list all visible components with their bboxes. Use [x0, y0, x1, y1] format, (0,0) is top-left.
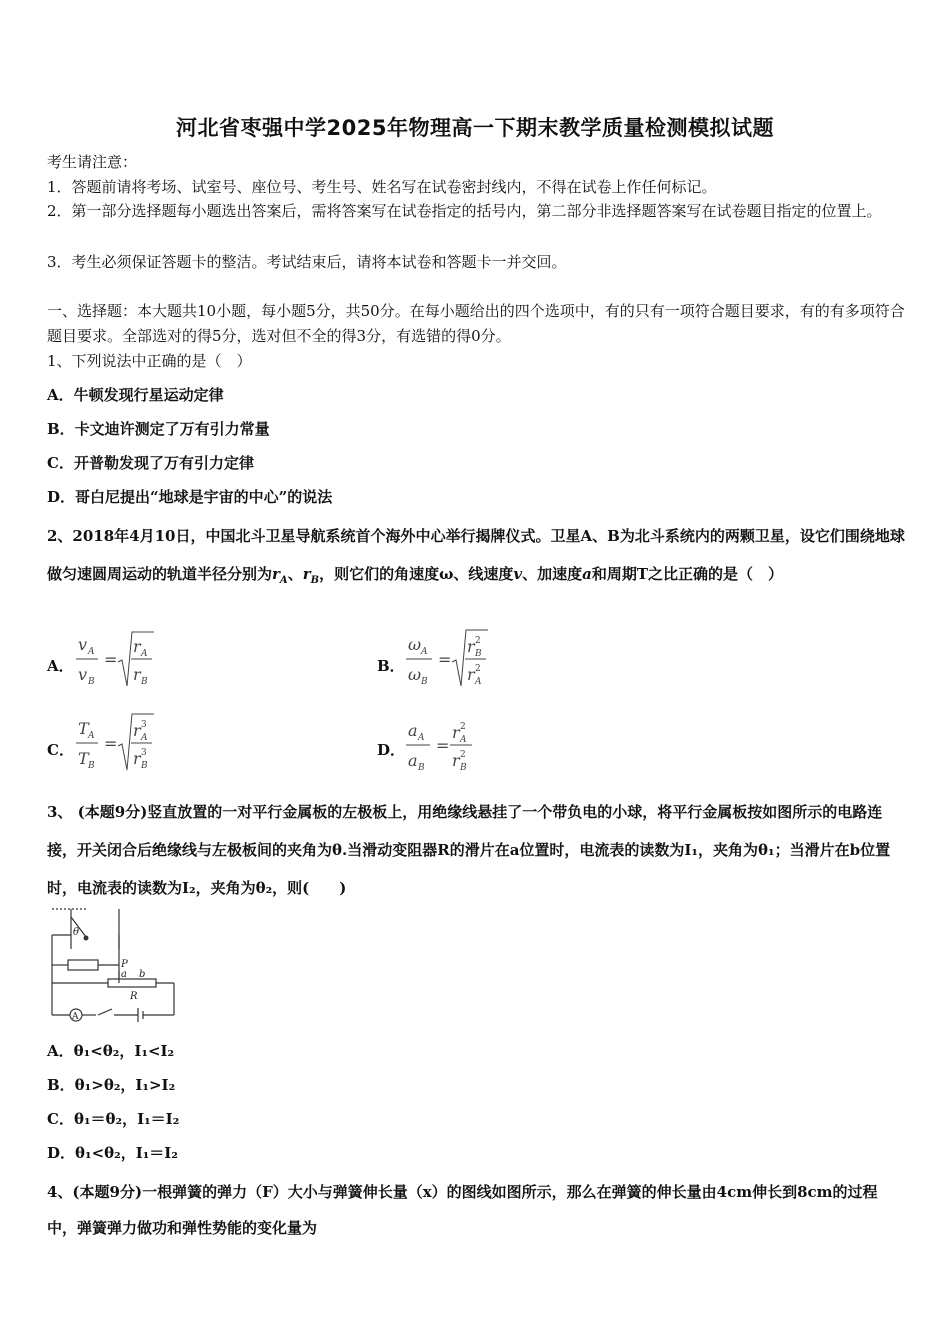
- svg-text:r: r: [467, 665, 475, 684]
- svg-text:B: B: [460, 763, 467, 773]
- q2b-num: ω: [408, 635, 422, 654]
- svg-text:A: A: [421, 647, 428, 657]
- q2-option-b-label: B．: [377, 657, 405, 675]
- svg-text:=: =: [436, 736, 450, 755]
- q2-stem-a: 2、2018年4月10日，中国北斗卫星导航系统首个海外中心举行揭牌仪式。卫星A、B为北斗系统内的两颗卫星，设它们围绕地球做匀速圆周运动的轨道半径分别为: [47, 527, 905, 583]
- q2-stem: [47, 517, 907, 600]
- q3-option-c: C．θ₁＝θ₂，I₁＝I₂: [47, 1110, 180, 1128]
- svg-text:B: B: [141, 761, 148, 771]
- q1-option-c: C．开普勒发现了万有引力定律: [47, 454, 254, 472]
- q2-option-d-formula: [404, 712, 484, 776]
- fig-label-b: b: [139, 969, 146, 980]
- svg-text:=: =: [104, 734, 118, 753]
- q2-stem-d: 和周期T之比正确的是（ ）: [591, 565, 783, 583]
- svg-text:2: 2: [460, 750, 466, 760]
- q2-option-c-label: C．: [47, 741, 74, 759]
- svg-text:A: A: [141, 733, 148, 743]
- q2-rB: [302, 565, 320, 586]
- q3-option-a: A．θ₁<θ₂，I₁<I₂: [47, 1042, 175, 1060]
- q3-option-d: D．θ₁<θ₂，I₁＝I₂: [47, 1144, 178, 1162]
- q3-option-b: B．θ₁>θ₂，I₁>I₂: [47, 1076, 176, 1094]
- fig-label-p: P: [121, 959, 128, 970]
- q2-a: a: [582, 565, 592, 583]
- page-title: 河北省枣强中学2025年物理高一下期末教学质量检测模拟试题: [176, 116, 774, 140]
- svg-text:B: B: [421, 677, 428, 687]
- svg-text:3: 3: [141, 720, 147, 730]
- q2-stem-b: ，则它们的角速度ω、线速度: [319, 565, 514, 583]
- q2a-rad-den: r: [133, 665, 141, 684]
- svg-text:B: B: [475, 649, 482, 659]
- svg-text:r: r: [467, 637, 475, 656]
- q2a-num: v: [78, 635, 88, 654]
- q2b-den: ω: [408, 665, 422, 684]
- svg-text:B: B: [141, 677, 148, 687]
- q1-stem: 1、下列说法中正确的是（ ）: [47, 352, 252, 370]
- svg-text:A: A: [460, 735, 467, 745]
- notice-heading: 考生请注意：: [47, 153, 138, 171]
- svg-text:B: B: [88, 761, 95, 771]
- q2-stem-c: 、加速度: [522, 565, 583, 583]
- fig-label-r: R: [130, 991, 138, 1002]
- q3-circuit-figure: [44, 905, 184, 1029]
- q3-stem: 3、 (本题9分)竖直放置的一对平行金属板的左极板上，用绝缘线悬挂了一个带负电的小球，将平行金属板按如图所示的电路连接，开关闭合后绝缘线与左极板间的夹角为θ.当滑动变阻器R的滑片在a位置时，电流表的读数为I₁，夹角为θ₁；当滑片在b位置时，电流表的读数为I₂，夹角为θ₂，则( ): [47, 803, 891, 897]
- fig-label-theta: θ: [73, 927, 80, 938]
- svg-text:2: 2: [460, 722, 466, 732]
- svg-text:2: 2: [475, 636, 481, 646]
- q1-option-a: A．牛顿发现行星运动定律: [47, 386, 224, 404]
- q4-stem: 4、(本题9分)一根弹簧的弹力（F）大小与弹簧伸长量（x）的图线如图所示，那么在弹簧的伸长量由4cm伸长到8cm的过程中，弹簧弹力做功和弹性势能的变化量为: [47, 1183, 878, 1237]
- q2a-rad-num: r: [133, 637, 141, 656]
- svg-text:a: a: [408, 721, 418, 740]
- q2a-num-sub: A: [88, 647, 95, 657]
- section-1-instructions: 一、选择题：本大题共10小题，每小题5分，共50分。在每小题给出的四个选项中，有的只有一项符合题目要求，有的有多项符合题目要求。全部选对的得5分，选对但不全的得3分，有选错的得0分。: [47, 302, 905, 345]
- svg-text:r: r: [452, 751, 460, 770]
- q2-r-symbol-b: r: [302, 565, 311, 583]
- q2-rA: [272, 565, 288, 586]
- q2a-eq: =: [104, 650, 118, 669]
- q2-option-d-label: D．: [377, 741, 406, 759]
- svg-text:r: r: [133, 749, 141, 768]
- svg-text:3: 3: [141, 748, 147, 758]
- svg-text:a: a: [408, 751, 418, 770]
- notice-item-2: 2．第一部分选择题每小题选出答案后，需将答案写在试卷指定的括号内，第二部分非选择题答案写在试卷题目指定的位置上。: [47, 202, 882, 220]
- q2-v: v: [513, 565, 523, 583]
- q2-option-a-label: A．: [47, 657, 74, 675]
- svg-text:=: =: [438, 650, 452, 669]
- q1-option-d: D．哥白尼提出“地球是宇宙的中心”的说法: [47, 488, 333, 506]
- svg-text:r: r: [452, 723, 460, 742]
- charged-ball: [84, 936, 89, 941]
- svg-text:A: A: [475, 677, 482, 687]
- svg-text:2: 2: [475, 664, 481, 674]
- svg-text:T: T: [78, 719, 89, 738]
- q2-sub-b: B: [310, 575, 320, 586]
- q2a-den: v: [78, 665, 88, 684]
- fig-label-ammeter: A: [72, 1012, 79, 1022]
- q1-option-b: B．卡文迪许测定了万有引力常量: [47, 420, 270, 438]
- q2-option-c-formula: [74, 710, 164, 776]
- svg-text:A: A: [141, 649, 148, 659]
- svg-text:A: A: [88, 731, 95, 741]
- svg-text:B: B: [418, 763, 425, 773]
- q2-option-a-formula: [74, 628, 164, 692]
- notice-item-1: 1．答题前请将考场、试室号、座位号、考生号、姓名写在试卷密封线内，不得在试卷上作任何标记。: [47, 178, 717, 196]
- q2-r-symbol-a: r: [272, 565, 280, 583]
- q2-sep: 、: [287, 565, 303, 583]
- svg-text:r: r: [133, 721, 141, 740]
- svg-text:T: T: [78, 749, 89, 768]
- q2a-den-sub: B: [88, 677, 95, 687]
- q2-option-b-formula: [404, 626, 504, 692]
- fig-label-a: a: [121, 969, 127, 980]
- q2-sub-a: A: [279, 575, 288, 586]
- notice-item-3: 3．考生必须保证答题卡的整洁。考试结束后，请将本试卷和答题卡一并交回。: [47, 253, 567, 271]
- svg-text:A: A: [418, 733, 425, 743]
